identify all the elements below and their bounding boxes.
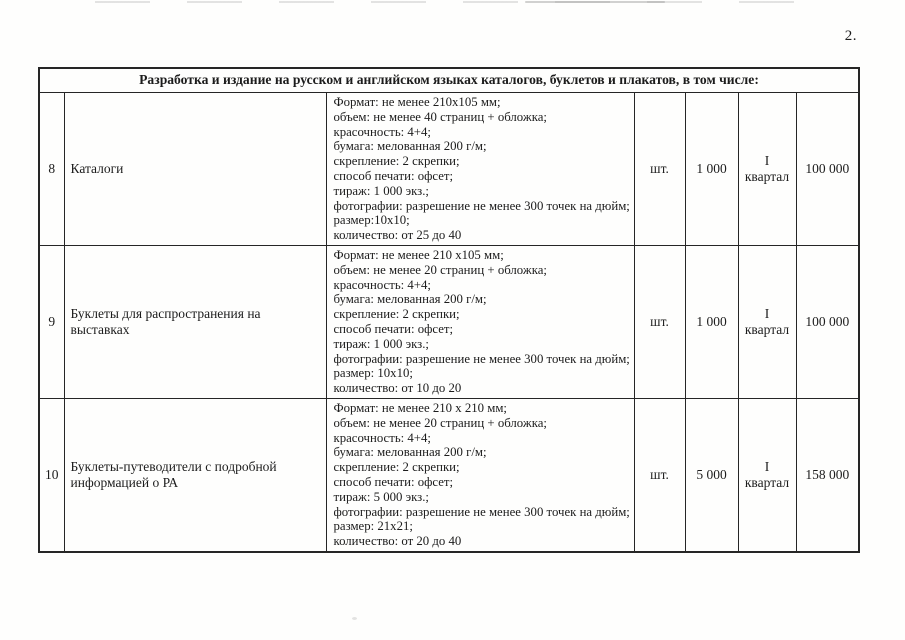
- unit-cell: шт.: [634, 398, 685, 551]
- spec-line: красочность: 4+4;: [333, 124, 431, 139]
- spec-line: Формат: не менее 210 x 210 мм;: [333, 400, 507, 415]
- spec-line: Формат: не менее 210x105 мм;: [333, 95, 501, 109]
- term-cell: [738, 93, 796, 246]
- table-row: [39, 93, 859, 246]
- spec-line: способ печати: офсет;: [333, 168, 454, 183]
- spec-line: способ печати: офсет;: [333, 474, 454, 489]
- table-title-row: [39, 68, 859, 93]
- spec-line: бумага: мелованная 200 г/м;: [333, 292, 487, 307]
- item-name-cell: Буклеты-путеводители с подробной информацией о РА: [64, 398, 326, 551]
- row-number-cell: 10: [39, 398, 64, 551]
- spec-line: скрепление: 2 скрепки;: [333, 460, 460, 475]
- term-quarter: I: [764, 152, 770, 168]
- scan-artifact-top: [95, 1, 830, 3]
- spec-line: скрепление: 2 скрепки;: [333, 307, 460, 322]
- spec-line: фотографии: разрешение не менее 300 точек на дюйм;: [333, 351, 630, 366]
- term-quarter: I: [764, 458, 770, 474]
- item-name-cell: Буклеты для распространения на выставках: [64, 245, 326, 398]
- term-word: квартал: [744, 474, 790, 490]
- amount-cell: 100 000: [796, 93, 859, 246]
- quantity-cell: 1 000: [685, 245, 738, 398]
- amount-cell: 100 000: [796, 245, 859, 398]
- amount-cell: 158 000: [796, 398, 859, 551]
- spec-line: красочность: 4+4;: [333, 430, 431, 445]
- spec-line: фотографии: разрешение не менее 300 точек на дюйм;: [333, 504, 630, 519]
- page-number: 2.: [844, 28, 857, 44]
- spec-line: скрепление: 2 скрепки;: [333, 154, 460, 169]
- row-number-cell: 9: [39, 245, 64, 398]
- spec-line: красочность: 4+4;: [333, 277, 431, 292]
- table-row: [39, 245, 859, 398]
- specs-cell: [326, 93, 634, 246]
- spec-line: способ печати: офсет;: [333, 321, 454, 336]
- quantity-cell: 1 000: [685, 93, 738, 246]
- table-row: [39, 398, 859, 551]
- term-cell: [738, 245, 796, 398]
- quantity-cell: 5 000: [685, 398, 738, 551]
- spec-line: размер: 10x10;: [333, 366, 413, 381]
- spec-line: бумага: мелованная 200 г/м;: [333, 139, 487, 154]
- term-cell: [738, 398, 796, 551]
- term-word: квартал: [744, 168, 790, 184]
- spec-line: количество: от 25 до 40: [333, 228, 462, 243]
- spec-line: количество: от 20 до 40: [333, 534, 462, 549]
- spec-line: Формат: не менее 210 x105 мм;: [333, 247, 504, 262]
- unit-cell: шт.: [634, 245, 685, 398]
- spec-line: тираж: 1 000 экз.;: [333, 183, 429, 198]
- catalog-items-table: [38, 67, 860, 553]
- term-word: квартал: [744, 321, 790, 337]
- spec-line: тираж: 1 000 экз.;: [333, 336, 429, 351]
- spec-line: фотографии: разрешение не менее 300 точек на дюйм;: [333, 198, 630, 213]
- spec-line: бумага: мелованная 200 г/м;: [333, 445, 487, 460]
- scan-artifact-speck: [352, 617, 357, 620]
- spec-line: размер: 21x21;: [333, 519, 413, 534]
- spec-line: объем: не менее 20 страниц + обложка;: [333, 415, 547, 430]
- spec-line: количество: от 10 до 20: [333, 381, 462, 396]
- row-number-cell: 8: [39, 93, 64, 246]
- spec-line: объем: не менее 20 страниц + обложка;: [333, 262, 547, 277]
- table-title: Разработка и издание на русском и английском языках каталогов, буклетов и плакатов, в том числе:: [39, 68, 859, 93]
- specs-cell: [326, 245, 634, 398]
- spec-line: тираж: 5 000 экз.;: [333, 489, 429, 504]
- unit-cell: шт.: [634, 93, 685, 246]
- specs-cell: [326, 398, 634, 551]
- spec-line: объем: не менее 40 страниц + обложка;: [333, 109, 547, 124]
- spec-line: размер:10x10;: [333, 213, 410, 228]
- item-name-cell: Каталоги: [64, 93, 326, 246]
- term-quarter: I: [764, 305, 770, 321]
